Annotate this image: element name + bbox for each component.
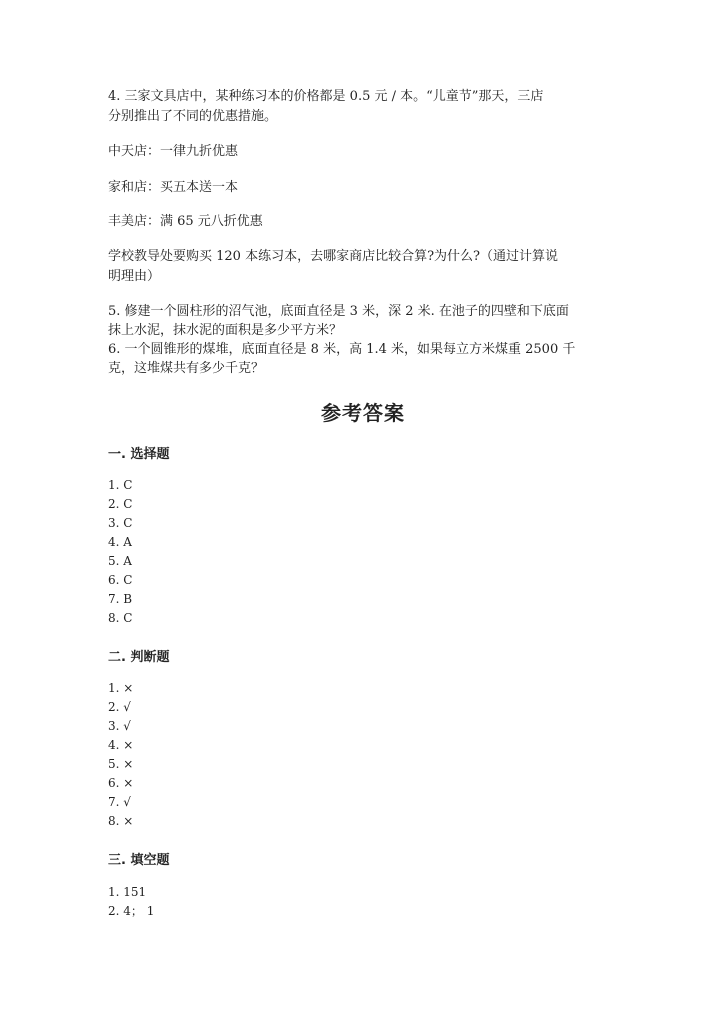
answer-item: 1. × [108,681,134,695]
q5-text-line2: 抹上水泥，抹水泥的面积是多少平方米？ [108,323,343,338]
answer-item: 6. C [108,573,133,587]
answer-item: 3. C [108,516,133,530]
q6-text-line1: 6. 一个圆锥形的煤堆，底面直径是 8 米，高 1.4 米，如果每立方米煤重 2500 千 [108,342,576,357]
q4-text-line2: 分别推出了不同的优惠措施。 [108,109,278,124]
answer-item: 1. 151 [108,885,147,899]
answer-key-title: 参考答案 [321,401,405,425]
q4-question-line2: 明理由） [108,269,161,284]
section-heading-judgement: 二. 判断题 [108,650,170,665]
answer-item: 4. A [108,535,132,549]
store-option-3: 丰美店：满 65 元八折优惠 [108,214,263,229]
answer-item: 5. × [108,757,134,771]
answer-item: 8. × [108,814,134,828]
answer-item: 6. × [108,776,134,790]
answer-item: 2. C [108,497,133,511]
q4-question-line1: 学校教导处要购买 120 本练习本，去哪家商店比较合算?为什么?（通过计算说 [108,249,559,264]
answer-item: 1. C [108,478,133,492]
answer-item: 3. √ [108,719,131,733]
section-heading-fill-in: 三. 填空题 [108,853,170,868]
answer-item: 4. × [108,738,134,752]
store-option-1: 中天店：一律九折优惠 [108,144,239,159]
answer-item: 8. C [108,611,133,625]
q4-text-line1: 4. 三家文具店中，某种练习本的价格都是 0.5 元 / 本。“儿童节”那天，三店 [108,89,544,104]
answer-item: 7. B [108,592,133,606]
q5-text-line1: 5. 修建一个圆柱形的沼气池，底面直径是 3 米，深 2 米. 在池子的四壁和下底面 [108,304,569,319]
answer-item: 2. √ [108,700,131,714]
answer-item: 2. 4； 1 [108,904,155,918]
section-heading-choice: 一. 选择题 [108,447,170,462]
answer-item: 7. √ [108,795,131,809]
answer-item: 5. A [108,554,132,568]
store-option-2: 家和店：买五本送一本 [108,180,239,195]
q6-text-line2: 克，这堆煤共有多少千克？ [108,361,265,376]
